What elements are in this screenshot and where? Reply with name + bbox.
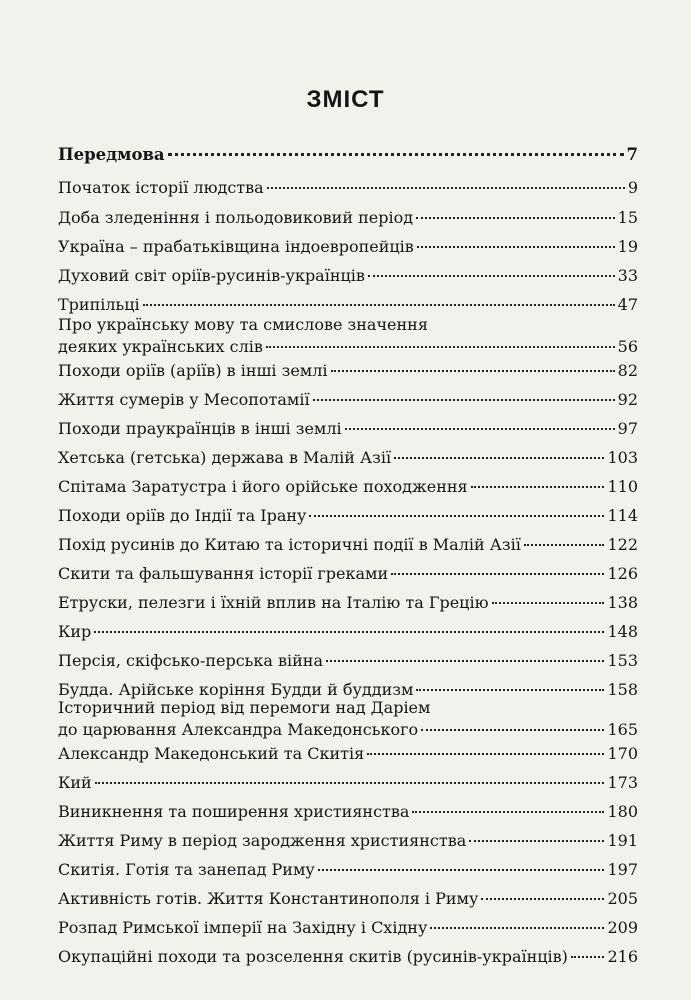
toc-entry-page-number: 15 bbox=[617, 208, 638, 227]
toc-entry-page-number: 82 bbox=[617, 361, 638, 380]
toc-entry-page-number: 209 bbox=[607, 918, 638, 937]
toc-entry-page-number: 92 bbox=[617, 390, 638, 409]
dot-leader bbox=[313, 399, 615, 401]
toc-entry-page-number: 103 bbox=[607, 448, 638, 467]
dot-leader bbox=[143, 304, 615, 306]
dot-leader bbox=[345, 428, 615, 430]
toc-entry-page-number: 138 bbox=[607, 593, 638, 612]
toc-entry-title: Окупаційні походи та розселення скитів (русинів-українців) bbox=[58, 947, 568, 966]
toc-entry bbox=[58, 144, 638, 166]
dot-leader bbox=[524, 544, 605, 546]
toc-entry-page-number: 126 bbox=[607, 564, 638, 583]
toc-entry-page-number: 173 bbox=[607, 773, 638, 792]
toc-entry bbox=[58, 859, 638, 881]
toc-entry bbox=[58, 650, 638, 672]
toc-entry-page-number: 148 bbox=[607, 622, 638, 641]
toc-entry bbox=[58, 447, 638, 469]
toc-entry-title: Життя сумерів у Месопотамії bbox=[58, 390, 310, 409]
toc-entry bbox=[58, 563, 638, 585]
toc-entry-title: Кий bbox=[58, 773, 92, 792]
dot-leader bbox=[95, 782, 605, 784]
dot-leader bbox=[421, 729, 604, 731]
dot-leader bbox=[481, 898, 604, 900]
toc-entry-title-line1: Про українську мову та смислове значення bbox=[58, 315, 428, 334]
toc-entry bbox=[58, 697, 638, 741]
toc-entry bbox=[58, 917, 638, 939]
toc-entry bbox=[58, 236, 638, 258]
toc-entry bbox=[58, 772, 638, 794]
toc-entry-title: Скити та фальшування історії греками bbox=[58, 564, 389, 583]
toc-entry-title: Походи оріїв (аріїв) в інші землі bbox=[58, 361, 328, 380]
toc-entry-page-number: 180 bbox=[607, 802, 638, 821]
toc-entry-page-number: 122 bbox=[607, 535, 638, 554]
toc-entry bbox=[58, 314, 638, 358]
toc-entry-page-number: 110 bbox=[607, 477, 638, 496]
toc-entry-page-number: 158 bbox=[607, 680, 638, 699]
toc-entry-title: Спітама Заратустра і його орійське походження bbox=[58, 477, 468, 496]
dot-leader bbox=[309, 515, 604, 517]
toc-entry-title: Доба зледеніння і польодовиковий період bbox=[58, 208, 414, 227]
toc-entry bbox=[58, 418, 638, 440]
toc-entry-title: Передмова bbox=[58, 145, 165, 164]
toc-entry-title: Активність готів. Життя Константинополя і Риму bbox=[58, 889, 479, 908]
toc-entry-page-number: 33 bbox=[617, 266, 638, 285]
dot-leader bbox=[391, 573, 604, 575]
toc-entry-title: Похід русинів до Китаю та історичні події в Малій Азії bbox=[58, 535, 521, 554]
toc-entry-page-number: 170 bbox=[607, 744, 638, 763]
toc-entry-title: Хетська (гетська) держава в Малій Азії bbox=[58, 448, 392, 467]
toc-entry bbox=[58, 177, 638, 199]
toc-entry-title: до царювання Александра Македонського bbox=[58, 720, 419, 739]
toc-entry bbox=[58, 830, 638, 852]
toc-entry bbox=[58, 476, 638, 498]
toc-entry-page-number: 9 bbox=[627, 178, 638, 197]
dot-leader bbox=[469, 840, 604, 842]
toc-entry-page-number: 153 bbox=[607, 651, 638, 670]
toc-entry-page-number: 165 bbox=[607, 720, 638, 739]
dot-leader bbox=[267, 187, 625, 189]
dot-leader bbox=[492, 602, 605, 604]
page-title: ЗМІСТ bbox=[306, 86, 385, 113]
dot-leader bbox=[412, 811, 604, 813]
dot-leader bbox=[471, 486, 605, 488]
toc-entry-page-number: 216 bbox=[607, 947, 638, 966]
toc-entry-title: Походи праукраїнців в інші землі bbox=[58, 419, 342, 438]
toc-entry-title: Александр Македонський та Скитія bbox=[58, 744, 365, 763]
toc-entry-title: Кир bbox=[58, 622, 92, 641]
toc-entry-title: Початок історії людства bbox=[58, 178, 264, 197]
dot-leader bbox=[326, 660, 604, 662]
dot-leader bbox=[331, 370, 615, 372]
toc-entry-page-number: 19 bbox=[617, 237, 638, 256]
dot-leader bbox=[368, 275, 615, 277]
toc-entry bbox=[58, 505, 638, 527]
toc-entry-title: Походи оріїв до Індії та Ірану bbox=[58, 506, 307, 525]
toc-entry-page-number: 97 bbox=[617, 419, 638, 438]
toc-entry-title: Виникнення та поширення християнства bbox=[58, 802, 410, 821]
toc-entry-title: Життя Риму в період зародження християнства bbox=[58, 831, 467, 850]
toc-entry bbox=[58, 743, 638, 765]
dot-leader bbox=[266, 346, 615, 348]
toc-entry-page-number: 205 bbox=[607, 889, 638, 908]
toc-entry-title: деяких українських слів bbox=[58, 337, 263, 356]
dot-leader bbox=[318, 869, 605, 871]
toc-entry bbox=[58, 389, 638, 411]
toc-entry bbox=[58, 534, 638, 556]
toc-entry bbox=[58, 801, 638, 823]
toc-entry-page-number: 114 bbox=[607, 506, 638, 525]
toc-entry bbox=[58, 294, 638, 316]
dot-leader bbox=[571, 956, 605, 958]
dot-leader bbox=[394, 457, 604, 459]
toc-entry-page-number: 191 bbox=[607, 831, 638, 850]
toc-entry-title: Етруски, пелезги і їхній вплив на Італію та Грецію bbox=[58, 593, 489, 612]
dot-leader bbox=[416, 689, 604, 691]
toc-entry-title: Трипільці bbox=[58, 295, 140, 314]
toc-entry bbox=[58, 265, 638, 287]
toc-entry-title: Скитія. Готія та занепад Риму bbox=[58, 860, 315, 879]
dot-leader bbox=[367, 753, 604, 755]
dot-leader bbox=[430, 927, 604, 929]
toc-entry-title: Персія, скіфсько-перська війна bbox=[58, 651, 323, 670]
toc-entry bbox=[58, 621, 638, 643]
toc-entry-title-line1: Історичний період від перемоги над Даріем bbox=[58, 698, 431, 717]
toc-entry bbox=[58, 360, 638, 382]
toc-entry-title: Духовий світ оріїв-русинів-українців bbox=[58, 266, 365, 285]
toc-entry-title: Будда. Арійське коріння Будди й буддизм bbox=[58, 680, 414, 699]
dot-leader bbox=[94, 631, 604, 633]
toc-entry-title: Україна – прабатьківщина індоевропейців bbox=[58, 237, 414, 256]
toc-entry bbox=[58, 592, 638, 614]
toc-entry bbox=[58, 946, 638, 968]
toc-entry-page-number: 47 bbox=[617, 295, 638, 314]
toc-entry-page-number: 197 bbox=[607, 860, 638, 879]
toc-entry-page-number: 7 bbox=[626, 145, 638, 164]
dot-leader bbox=[416, 217, 615, 219]
toc-entry bbox=[58, 207, 638, 229]
dot-leader bbox=[168, 153, 624, 156]
toc-entry bbox=[58, 888, 638, 910]
toc-entry-page-number: 56 bbox=[617, 337, 638, 356]
dot-leader bbox=[417, 246, 615, 248]
toc-entry-title: Розпад Римської імперії на Західну і Східну bbox=[58, 918, 428, 937]
